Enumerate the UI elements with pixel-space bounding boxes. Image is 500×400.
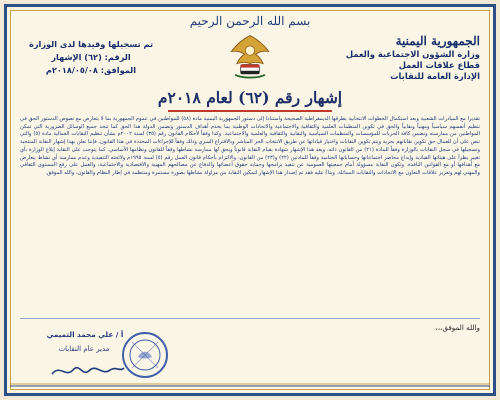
department-name: الإدارة العامة للنقابات — [390, 71, 480, 81]
footer-divider — [20, 318, 480, 319]
ministry-header — [330, 34, 480, 82]
bottom-ornament — [10, 380, 490, 388]
registration-box — [26, 38, 156, 77]
eagle-emblem-icon — [222, 30, 278, 86]
signer-title: مدير عام النقابات — [58, 345, 110, 353]
ministry-name: وزارة الشؤون الاجتماعية والعمل — [345, 49, 480, 59]
signer-name: أ / علي محمد التميمي — [46, 330, 124, 339]
document-body: تقديراً مع المبادرات الشعبية وبعد استكمال الخطوات الانتخابية بطرقها الديمقراطية الصحيحة واستناداً إلى دستور الجمهورية اليمنية مادة (٥٨) للمواطنين في عموم الجمهورية بما لا يتعارض مع نصوص الدستور الحق في تنظيم أنفسهم سياسياً ومهنياً ونقابياً والحق في تكوين المنظمات العلمية والثقافية والاجتماعية والاتحادات الوطنية بما يخدم أهداف الدستور وتضمن الدولة هذا الحق كما تتخذ جميع الوسائل الضرورية التي تمكن المواطنين من ممارسته وتضمن كافة الحريات للمؤسسات والمنظمات السياسية والنقابية والثقافية والعلمية والاجتماعية. وكذا وفقاً لأحكام القانون رقم (٣٥) لسنة ٢٠٠٢م بشأن تنظيم النقابات العمالية مادة (٥) والتي تنص على أن للعمال حق تكوين نقاباتهم بحرية ويتم تكوين النقابات واختيار قياداتها عن طريق الانتخاب الحر المباشر وبالاقتراع السري وذلك وفقاً للإجراءات المحددة في هذا القانون. فإننا نعلن بهذا إشهار النقابة المنتخبة وتسجيلها في سجل النقابات بالوزارة وفقاً للمادة (٢١) من القانون ذاته، ويعد هذا الإشهار شهادة بقيام النقابة قانوناً ويحق لها ممارسة نشاطها وفقاً للقانون ونظامها الأساسي. كما يتوجب على النقابة إبلاغ الوزارة بأي تغيير يطرأ على هيئاتها القيادية وإيداع محاضر اجتماعاتها وحساباتها الختامية وفقاً للمادتين (٢٢) و(٢٣) من القانون، والالتزام بأحكام قانون العمل رقم (٥) لسنة ١٩٩٥م ولائحته التنفيذية وعدم ممارسة أي نشاط يتعارض مع أهدافها أو مع القوانين النافذة. وتكون النقابة مسؤولة أمام جمعيتها العمومية عن تنفيذ برامجها وحماية حقوق أعضائها والدفاع عن مصالحهم المهنية والاقتصادية والاجتماعية، والعمل على رفع المستوى الثقافي والمهني لهم وتعزيز علاقات التعاون مع الاتحادات والنقابات المماثلة. وبناءً عليه فقد تم إصدار هذا الإشهار لتمكين النقابة من مزاولة نشاطها بصورة مستمرة ومنتظمة في إطار النظام والقانون، والله الموفق. — [20, 116, 480, 176]
registration-number: الرقم: (٦٢) الإشهار — [51, 52, 131, 62]
registration-date: الموافق: ٢٠١٨/٠٥/٠٨م — [45, 65, 137, 75]
republic-name: الجمهورية اليمنية — [395, 34, 480, 48]
signature-icon — [48, 362, 128, 380]
closing-phrase: والله الموفق،،، — [435, 323, 480, 332]
sector-name: قطاع علاقات العمل — [398, 60, 480, 70]
title-underline — [168, 110, 332, 112]
basmala: بسم الله الرحمن الرحيم — [189, 14, 311, 28]
document-title: إشهار رقم (٦٢) لعام ٢٠١٨م — [157, 88, 343, 107]
registration-note: تم تسجيلها وقيدها لدى الوزارة — [28, 39, 154, 49]
